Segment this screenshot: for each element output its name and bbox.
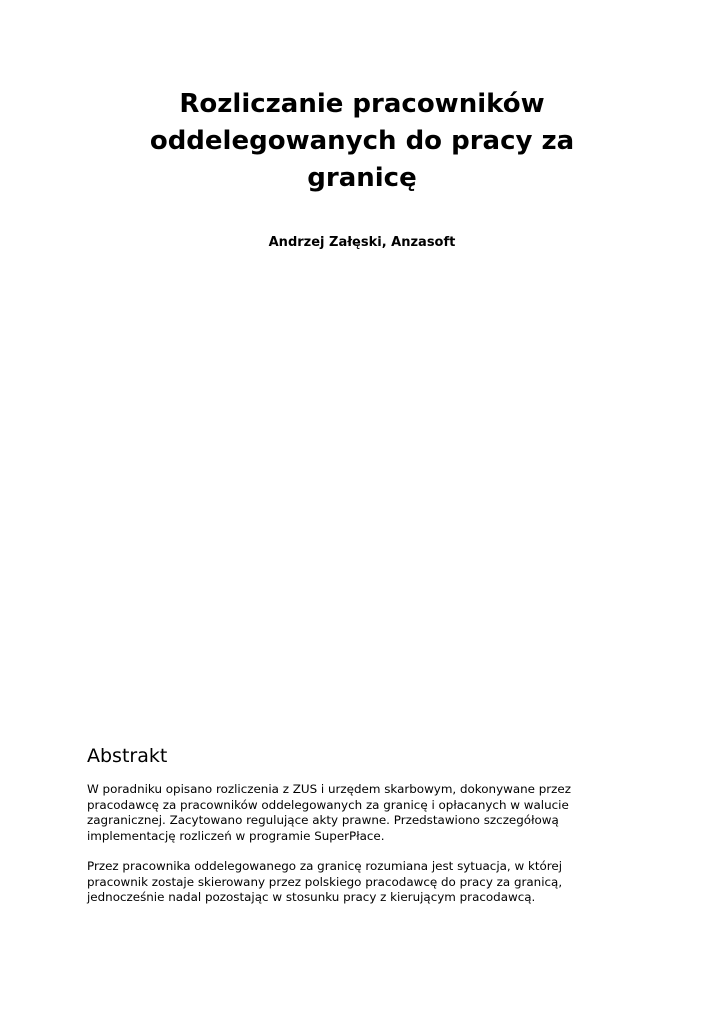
abstract-paragraph — [87, 782, 617, 844]
document-title — [120, 86, 604, 197]
author-line: Andrzej Załęski, Anzasoft — [268, 235, 456, 250]
paragraph-line: pracownik zostaje skierowany przez polskiego pracodawcę do pracy za granicą, — [87, 874, 563, 889]
paragraph-line: W poradniku opisano rozliczenia z ZUS i urzędem skarbowym, dokonywane przez — [87, 782, 571, 796]
paragraph-line: pracodawcę za pracowników oddelegowanych za granicę i opłacanych w walucie — [87, 797, 569, 812]
paragraph-line: zagranicznej. Zacytowano regulujące akty prawne. Przedstawiono szczegółową — [87, 813, 559, 827]
paragraph-line: jednocześnie nadal pozostając w stosunku pracy z kierującym pracodawcą. — [87, 890, 536, 904]
paragraph-line: Przez pracownika oddelegowanego za granicę rozumiana jest sytuacja, w której — [87, 859, 563, 873]
title-line: oddelegowanych do pracy za — [149, 126, 575, 156]
definition-paragraph — [87, 859, 617, 906]
abstract-heading: Abstrakt — [87, 745, 168, 767]
title-line: Rozliczanie pracowników — [179, 89, 545, 119]
title-line: granicę — [307, 163, 417, 193]
paragraph-line: implementację rozliczeń w programie SuperPłace. — [87, 828, 385, 843]
